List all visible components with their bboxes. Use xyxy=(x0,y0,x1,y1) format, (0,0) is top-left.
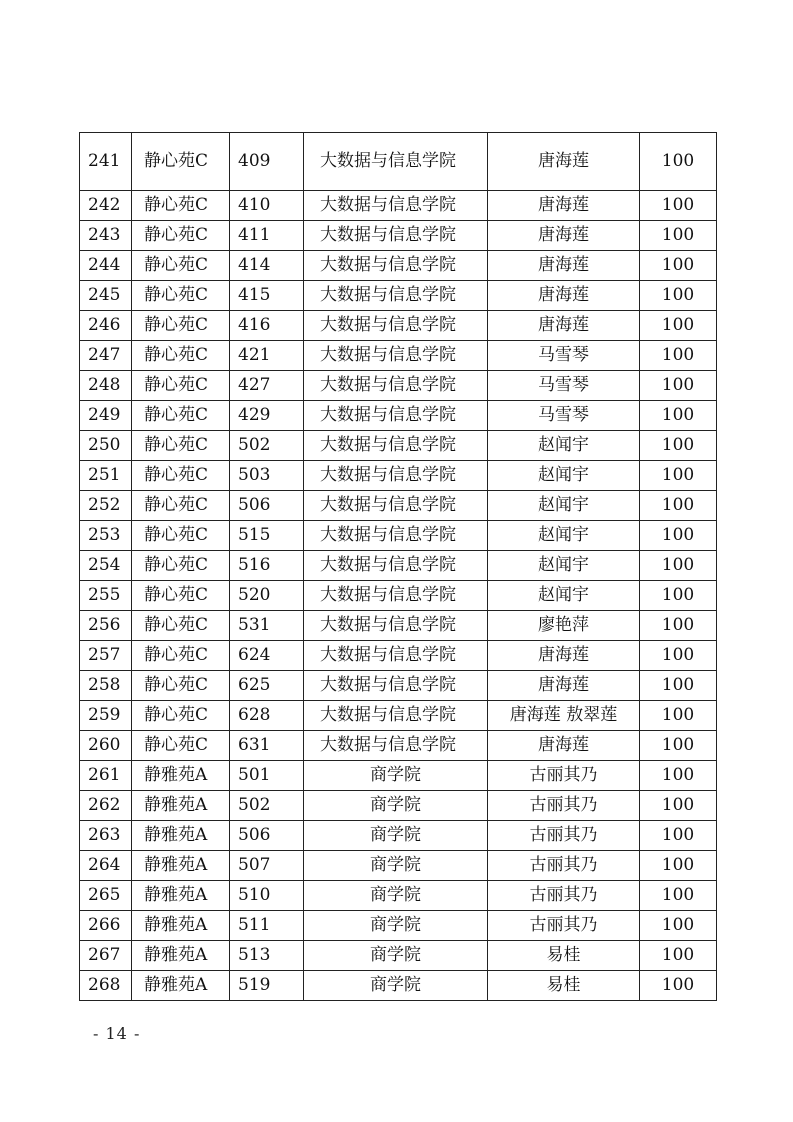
tutor-cell: 古丽其乃 xyxy=(488,881,640,911)
row-number-cell: 260 xyxy=(80,731,132,761)
table-row xyxy=(80,701,717,731)
row-number-cell: 254 xyxy=(80,551,132,581)
score-cell: 100 xyxy=(640,761,717,791)
table-row xyxy=(80,133,717,191)
score-cell: 100 xyxy=(640,731,717,761)
room-number-cell: 421 xyxy=(230,341,304,371)
room-number-cell: 516 xyxy=(230,551,304,581)
table-row xyxy=(80,881,717,911)
room-number-cell: 506 xyxy=(230,821,304,851)
room-number-cell: 502 xyxy=(230,791,304,821)
building-cell: 静雅苑A xyxy=(132,941,230,971)
room-number-cell: 416 xyxy=(230,311,304,341)
college-cell: 商学院 xyxy=(304,761,488,791)
building-cell: 静心苑C xyxy=(132,551,230,581)
college-cell: 大数据与信息学院 xyxy=(304,701,488,731)
table-row xyxy=(80,581,717,611)
college-cell: 大数据与信息学院 xyxy=(304,731,488,761)
table-row xyxy=(80,401,717,431)
table-body xyxy=(80,133,717,1001)
score-cell: 100 xyxy=(640,851,717,881)
college-cell: 商学院 xyxy=(304,941,488,971)
college-cell: 大数据与信息学院 xyxy=(304,251,488,281)
building-cell: 静雅苑A xyxy=(132,971,230,1001)
score-cell: 100 xyxy=(640,401,717,431)
score-cell: 100 xyxy=(640,911,717,941)
dormitory-score-table xyxy=(79,132,717,1001)
building-cell: 静心苑C xyxy=(132,401,230,431)
row-number-cell: 263 xyxy=(80,821,132,851)
score-cell: 100 xyxy=(640,881,717,911)
college-cell: 大数据与信息学院 xyxy=(304,191,488,221)
college-cell: 大数据与信息学院 xyxy=(304,401,488,431)
tutor-cell: 唐海莲 xyxy=(488,731,640,761)
table-row xyxy=(80,221,717,251)
score-cell: 100 xyxy=(640,701,717,731)
score-cell: 100 xyxy=(640,641,717,671)
college-cell: 商学院 xyxy=(304,971,488,1001)
table-row xyxy=(80,191,717,221)
page-number: - 14 - xyxy=(93,1024,141,1043)
tutor-cell: 唐海莲 xyxy=(488,221,640,251)
table-row xyxy=(80,761,717,791)
room-number-cell: 507 xyxy=(230,851,304,881)
room-number-cell: 427 xyxy=(230,371,304,401)
room-number-cell: 628 xyxy=(230,701,304,731)
room-number-cell: 414 xyxy=(230,251,304,281)
building-cell: 静心苑C xyxy=(132,701,230,731)
score-cell: 100 xyxy=(640,581,717,611)
tutor-cell: 易桂 xyxy=(488,971,640,1001)
room-number-cell: 503 xyxy=(230,461,304,491)
score-cell: 100 xyxy=(640,311,717,341)
room-number-cell: 506 xyxy=(230,491,304,521)
room-number-cell: 531 xyxy=(230,611,304,641)
college-cell: 大数据与信息学院 xyxy=(304,461,488,491)
score-cell: 100 xyxy=(640,461,717,491)
college-cell: 商学院 xyxy=(304,881,488,911)
building-cell: 静心苑C xyxy=(132,491,230,521)
row-number-cell: 261 xyxy=(80,761,132,791)
score-cell: 100 xyxy=(640,221,717,251)
tutor-cell: 唐海莲 xyxy=(488,191,640,221)
building-cell: 静心苑C xyxy=(132,221,230,251)
row-number-cell: 265 xyxy=(80,881,132,911)
score-cell: 100 xyxy=(640,491,717,521)
score-cell: 100 xyxy=(640,251,717,281)
row-number-cell: 241 xyxy=(80,133,132,191)
tutor-cell: 古丽其乃 xyxy=(488,911,640,941)
row-number-cell: 253 xyxy=(80,521,132,551)
tutor-cell: 易桂 xyxy=(488,941,640,971)
score-cell: 100 xyxy=(640,371,717,401)
tutor-cell: 唐海莲 xyxy=(488,671,640,701)
college-cell: 大数据与信息学院 xyxy=(304,133,488,191)
building-cell: 静心苑C xyxy=(132,133,230,191)
tutor-cell: 唐海莲 xyxy=(488,133,640,191)
table-row xyxy=(80,521,717,551)
college-cell: 大数据与信息学院 xyxy=(304,521,488,551)
building-cell: 静心苑C xyxy=(132,581,230,611)
row-number-cell: 258 xyxy=(80,671,132,701)
room-number-cell: 410 xyxy=(230,191,304,221)
table-row xyxy=(80,791,717,821)
row-number-cell: 267 xyxy=(80,941,132,971)
tutor-cell: 赵闻宇 xyxy=(488,521,640,551)
table-row xyxy=(80,971,717,1001)
room-number-cell: 520 xyxy=(230,581,304,611)
tutor-cell: 马雪琴 xyxy=(488,341,640,371)
table-row xyxy=(80,671,717,701)
row-number-cell: 255 xyxy=(80,581,132,611)
building-cell: 静心苑C xyxy=(132,341,230,371)
room-number-cell: 510 xyxy=(230,881,304,911)
score-cell: 100 xyxy=(640,133,717,191)
tutor-cell: 赵闻宇 xyxy=(488,431,640,461)
room-number-cell: 501 xyxy=(230,761,304,791)
building-cell: 静心苑C xyxy=(132,461,230,491)
table-row xyxy=(80,911,717,941)
tutor-cell: 赵闻宇 xyxy=(488,551,640,581)
table-row xyxy=(80,461,717,491)
room-number-cell: 519 xyxy=(230,971,304,1001)
score-cell: 100 xyxy=(640,281,717,311)
score-cell: 100 xyxy=(640,941,717,971)
tutor-cell: 古丽其乃 xyxy=(488,821,640,851)
room-number-cell: 631 xyxy=(230,731,304,761)
building-cell: 静心苑C xyxy=(132,731,230,761)
table-row xyxy=(80,251,717,281)
tutor-cell: 唐海莲 xyxy=(488,251,640,281)
building-cell: 静雅苑A xyxy=(132,851,230,881)
tutor-cell: 马雪琴 xyxy=(488,371,640,401)
row-number-cell: 242 xyxy=(80,191,132,221)
tutor-cell: 赵闻宇 xyxy=(488,491,640,521)
building-cell: 静雅苑A xyxy=(132,881,230,911)
college-cell: 大数据与信息学院 xyxy=(304,431,488,461)
room-number-cell: 515 xyxy=(230,521,304,551)
row-number-cell: 262 xyxy=(80,791,132,821)
tutor-cell: 古丽其乃 xyxy=(488,791,640,821)
row-number-cell: 248 xyxy=(80,371,132,401)
building-cell: 静心苑C xyxy=(132,641,230,671)
row-number-cell: 249 xyxy=(80,401,132,431)
row-number-cell: 252 xyxy=(80,491,132,521)
tutor-cell: 赵闻宇 xyxy=(488,581,640,611)
row-number-cell: 245 xyxy=(80,281,132,311)
tutor-cell: 廖艳萍 xyxy=(488,611,640,641)
room-number-cell: 511 xyxy=(230,911,304,941)
dormitory-score-table-container xyxy=(79,132,716,1001)
score-cell: 100 xyxy=(640,521,717,551)
building-cell: 静雅苑A xyxy=(132,911,230,941)
row-number-cell: 257 xyxy=(80,641,132,671)
row-number-cell: 256 xyxy=(80,611,132,641)
room-number-cell: 513 xyxy=(230,941,304,971)
score-cell: 100 xyxy=(640,821,717,851)
row-number-cell: 246 xyxy=(80,311,132,341)
building-cell: 静心苑C xyxy=(132,251,230,281)
score-cell: 100 xyxy=(640,791,717,821)
room-number-cell: 624 xyxy=(230,641,304,671)
table-row xyxy=(80,311,717,341)
college-cell: 大数据与信息学院 xyxy=(304,551,488,581)
building-cell: 静心苑C xyxy=(132,521,230,551)
row-number-cell: 244 xyxy=(80,251,132,281)
college-cell: 商学院 xyxy=(304,821,488,851)
room-number-cell: 409 xyxy=(230,133,304,191)
college-cell: 商学院 xyxy=(304,851,488,881)
college-cell: 大数据与信息学院 xyxy=(304,491,488,521)
row-number-cell: 264 xyxy=(80,851,132,881)
table-row xyxy=(80,281,717,311)
table-row xyxy=(80,341,717,371)
table-row xyxy=(80,941,717,971)
college-cell: 大数据与信息学院 xyxy=(304,311,488,341)
table-row xyxy=(80,551,717,581)
building-cell: 静雅苑A xyxy=(132,791,230,821)
row-number-cell: 247 xyxy=(80,341,132,371)
room-number-cell: 625 xyxy=(230,671,304,701)
tutor-cell: 唐海莲 敖翠莲 xyxy=(488,701,640,731)
college-cell: 大数据与信息学院 xyxy=(304,641,488,671)
row-number-cell: 268 xyxy=(80,971,132,1001)
college-cell: 大数据与信息学院 xyxy=(304,371,488,401)
score-cell: 100 xyxy=(640,431,717,461)
college-cell: 商学院 xyxy=(304,791,488,821)
tutor-cell: 马雪琴 xyxy=(488,401,640,431)
row-number-cell: 266 xyxy=(80,911,132,941)
building-cell: 静雅苑A xyxy=(132,821,230,851)
row-number-cell: 243 xyxy=(80,221,132,251)
building-cell: 静心苑C xyxy=(132,281,230,311)
building-cell: 静心苑C xyxy=(132,671,230,701)
college-cell: 大数据与信息学院 xyxy=(304,281,488,311)
tutor-cell: 唐海莲 xyxy=(488,311,640,341)
score-cell: 100 xyxy=(640,671,717,701)
room-number-cell: 411 xyxy=(230,221,304,251)
tutor-cell: 唐海莲 xyxy=(488,281,640,311)
tutor-cell: 赵闻宇 xyxy=(488,461,640,491)
college-cell: 大数据与信息学院 xyxy=(304,581,488,611)
row-number-cell: 251 xyxy=(80,461,132,491)
tutor-cell: 古丽其乃 xyxy=(488,761,640,791)
room-number-cell: 429 xyxy=(230,401,304,431)
score-cell: 100 xyxy=(640,971,717,1001)
room-number-cell: 502 xyxy=(230,431,304,461)
tutor-cell: 唐海莲 xyxy=(488,641,640,671)
building-cell: 静心苑C xyxy=(132,371,230,401)
score-cell: 100 xyxy=(640,341,717,371)
table-row xyxy=(80,731,717,761)
building-cell: 静雅苑A xyxy=(132,761,230,791)
table-row xyxy=(80,611,717,641)
building-cell: 静心苑C xyxy=(132,611,230,641)
row-number-cell: 250 xyxy=(80,431,132,461)
building-cell: 静心苑C xyxy=(132,431,230,461)
score-cell: 100 xyxy=(640,551,717,581)
college-cell: 大数据与信息学院 xyxy=(304,341,488,371)
score-cell: 100 xyxy=(640,191,717,221)
table-row xyxy=(80,821,717,851)
college-cell: 商学院 xyxy=(304,911,488,941)
table-row xyxy=(80,431,717,461)
table-row xyxy=(80,641,717,671)
room-number-cell: 415 xyxy=(230,281,304,311)
college-cell: 大数据与信息学院 xyxy=(304,671,488,701)
table-row xyxy=(80,491,717,521)
row-number-cell: 259 xyxy=(80,701,132,731)
college-cell: 大数据与信息学院 xyxy=(304,611,488,641)
table-row xyxy=(80,851,717,881)
building-cell: 静心苑C xyxy=(132,191,230,221)
college-cell: 大数据与信息学院 xyxy=(304,221,488,251)
score-cell: 100 xyxy=(640,611,717,641)
building-cell: 静心苑C xyxy=(132,311,230,341)
tutor-cell: 古丽其乃 xyxy=(488,851,640,881)
table-row xyxy=(80,371,717,401)
